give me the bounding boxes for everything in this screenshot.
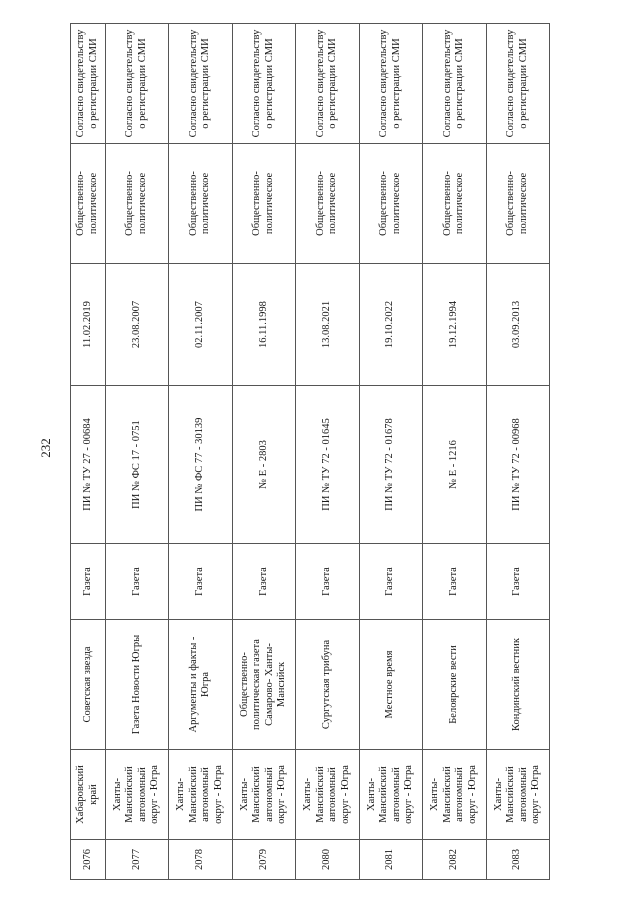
row-number-cell: 2079	[232, 840, 295, 880]
registration-date-cell: 19.10.2022	[359, 264, 422, 386]
page-number: 232	[37, 438, 53, 458]
registration-date-cell: 23.08.2007	[105, 264, 168, 386]
publication-title-cell: Аргументы и факты - Югра	[169, 620, 232, 750]
registration-number-cell: ПИ № ТУ 27 - 00684	[71, 386, 106, 544]
publication-title-cell: Газета Новости Югры	[105, 620, 168, 750]
table-row	[423, 24, 486, 880]
registration-number-cell: ПИ № ТУ 72 - 01645	[296, 386, 359, 544]
note-cell: Согласно свидетельству о регистрации СМИ	[423, 24, 486, 144]
table-row	[486, 24, 550, 880]
table-row	[169, 24, 232, 880]
registration-date-cell: 03.09.2013	[486, 264, 550, 386]
subject-cell: Общественно-политическое	[232, 144, 295, 264]
subject-cell: Общественно-политическое	[71, 144, 106, 264]
registration-number-cell: ПИ № ТУ 72 - 00968	[486, 386, 550, 544]
registration-date-cell: 02.11.2007	[169, 264, 232, 386]
note-cell: Согласно свидетельству о регистрации СМИ	[71, 24, 106, 144]
registration-date-cell: 16.11.1998	[232, 264, 295, 386]
region-cell: Ханты-Мансийский автономный округ - Югра	[232, 750, 295, 840]
media-type-cell: Газета	[105, 544, 168, 620]
media-type-cell: Газета	[296, 544, 359, 620]
region-cell: Ханты-Мансийский автономный округ - Югра	[486, 750, 550, 840]
subject-cell: Общественно-политическое	[359, 144, 422, 264]
registry-table-rotated	[70, 24, 550, 880]
row-number-cell: 2077	[105, 840, 168, 880]
note-cell: Согласно свидетельству о регистрации СМИ	[232, 24, 295, 144]
subject-cell: Общественно-политическое	[105, 144, 168, 264]
media-type-cell: Газета	[169, 544, 232, 620]
row-number-cell: 2081	[359, 840, 422, 880]
row-number-cell: 2080	[296, 840, 359, 880]
publication-title-cell: Местное время	[359, 620, 422, 750]
subject-cell: Общественно-политическое	[169, 144, 232, 264]
publication-title-cell: Сургутская трибуна	[296, 620, 359, 750]
note-cell: Согласно свидетельству о регистрации СМИ	[169, 24, 232, 144]
media-type-cell: Газета	[486, 544, 550, 620]
table-row	[296, 24, 359, 880]
subject-cell: Общественно-политическое	[423, 144, 486, 264]
region-cell: Ханты-Мансийский автономный округ - Югра	[169, 750, 232, 840]
row-number-cell: 2076	[71, 840, 106, 880]
table-row	[71, 24, 106, 880]
media-type-cell: Газета	[71, 544, 106, 620]
media-type-cell: Газета	[359, 544, 422, 620]
publication-title-cell: Советская звезда	[71, 620, 106, 750]
region-cell: Ханты-Мансийский автономный округ - Югра	[423, 750, 486, 840]
registration-date-cell: 11.02.2019	[71, 264, 106, 386]
note-cell: Согласно свидетельству о регистрации СМИ	[486, 24, 550, 144]
row-number-cell: 2083	[486, 840, 550, 880]
note-cell: Согласно свидетельству о регистрации СМИ	[359, 24, 422, 144]
registration-number-cell: ПИ № ФС 17 - 0751	[105, 386, 168, 544]
row-number-cell: 2082	[423, 840, 486, 880]
region-cell: Ханты-Мансийский автономный округ - Югра	[105, 750, 168, 840]
subject-cell: Общественно-политическое	[486, 144, 550, 264]
row-number-cell: 2078	[169, 840, 232, 880]
publication-title-cell: Общественно-политическая газета Самарово- Ханты-Мансийск	[232, 620, 295, 750]
registration-number-cell: ПИ № ТУ 72 - 01678	[359, 386, 422, 544]
media-type-cell: Газета	[423, 544, 486, 620]
registry-table	[70, 23, 550, 880]
note-cell: Согласно свидетельству о регистрации СМИ	[296, 24, 359, 144]
region-cell: Ханты-Мансийский автономный округ - Югра	[296, 750, 359, 840]
region-cell: Хабаровский край	[71, 750, 106, 840]
table-row	[105, 24, 168, 880]
registration-number-cell: № Е - 1216	[423, 386, 486, 544]
subject-cell: Общественно-политическое	[296, 144, 359, 264]
registration-date-cell: 13.08.2021	[296, 264, 359, 386]
registration-number-cell: № Е - 2803	[232, 386, 295, 544]
registration-number-cell: ПИ № ФС 77 - 30139	[169, 386, 232, 544]
publication-title-cell: Белоярские вести	[423, 620, 486, 750]
registration-date-cell: 19.12.1994	[423, 264, 486, 386]
note-cell: Согласно свидетельству о регистрации СМИ	[105, 24, 168, 144]
table-row	[232, 24, 295, 880]
registry-table-wrapper	[70, 24, 550, 880]
table-row	[359, 24, 422, 880]
publication-title-cell: Кондинский вестник	[486, 620, 550, 750]
region-cell: Ханты-Мансийский автономный округ - Югра	[359, 750, 422, 840]
media-type-cell: Газета	[232, 544, 295, 620]
